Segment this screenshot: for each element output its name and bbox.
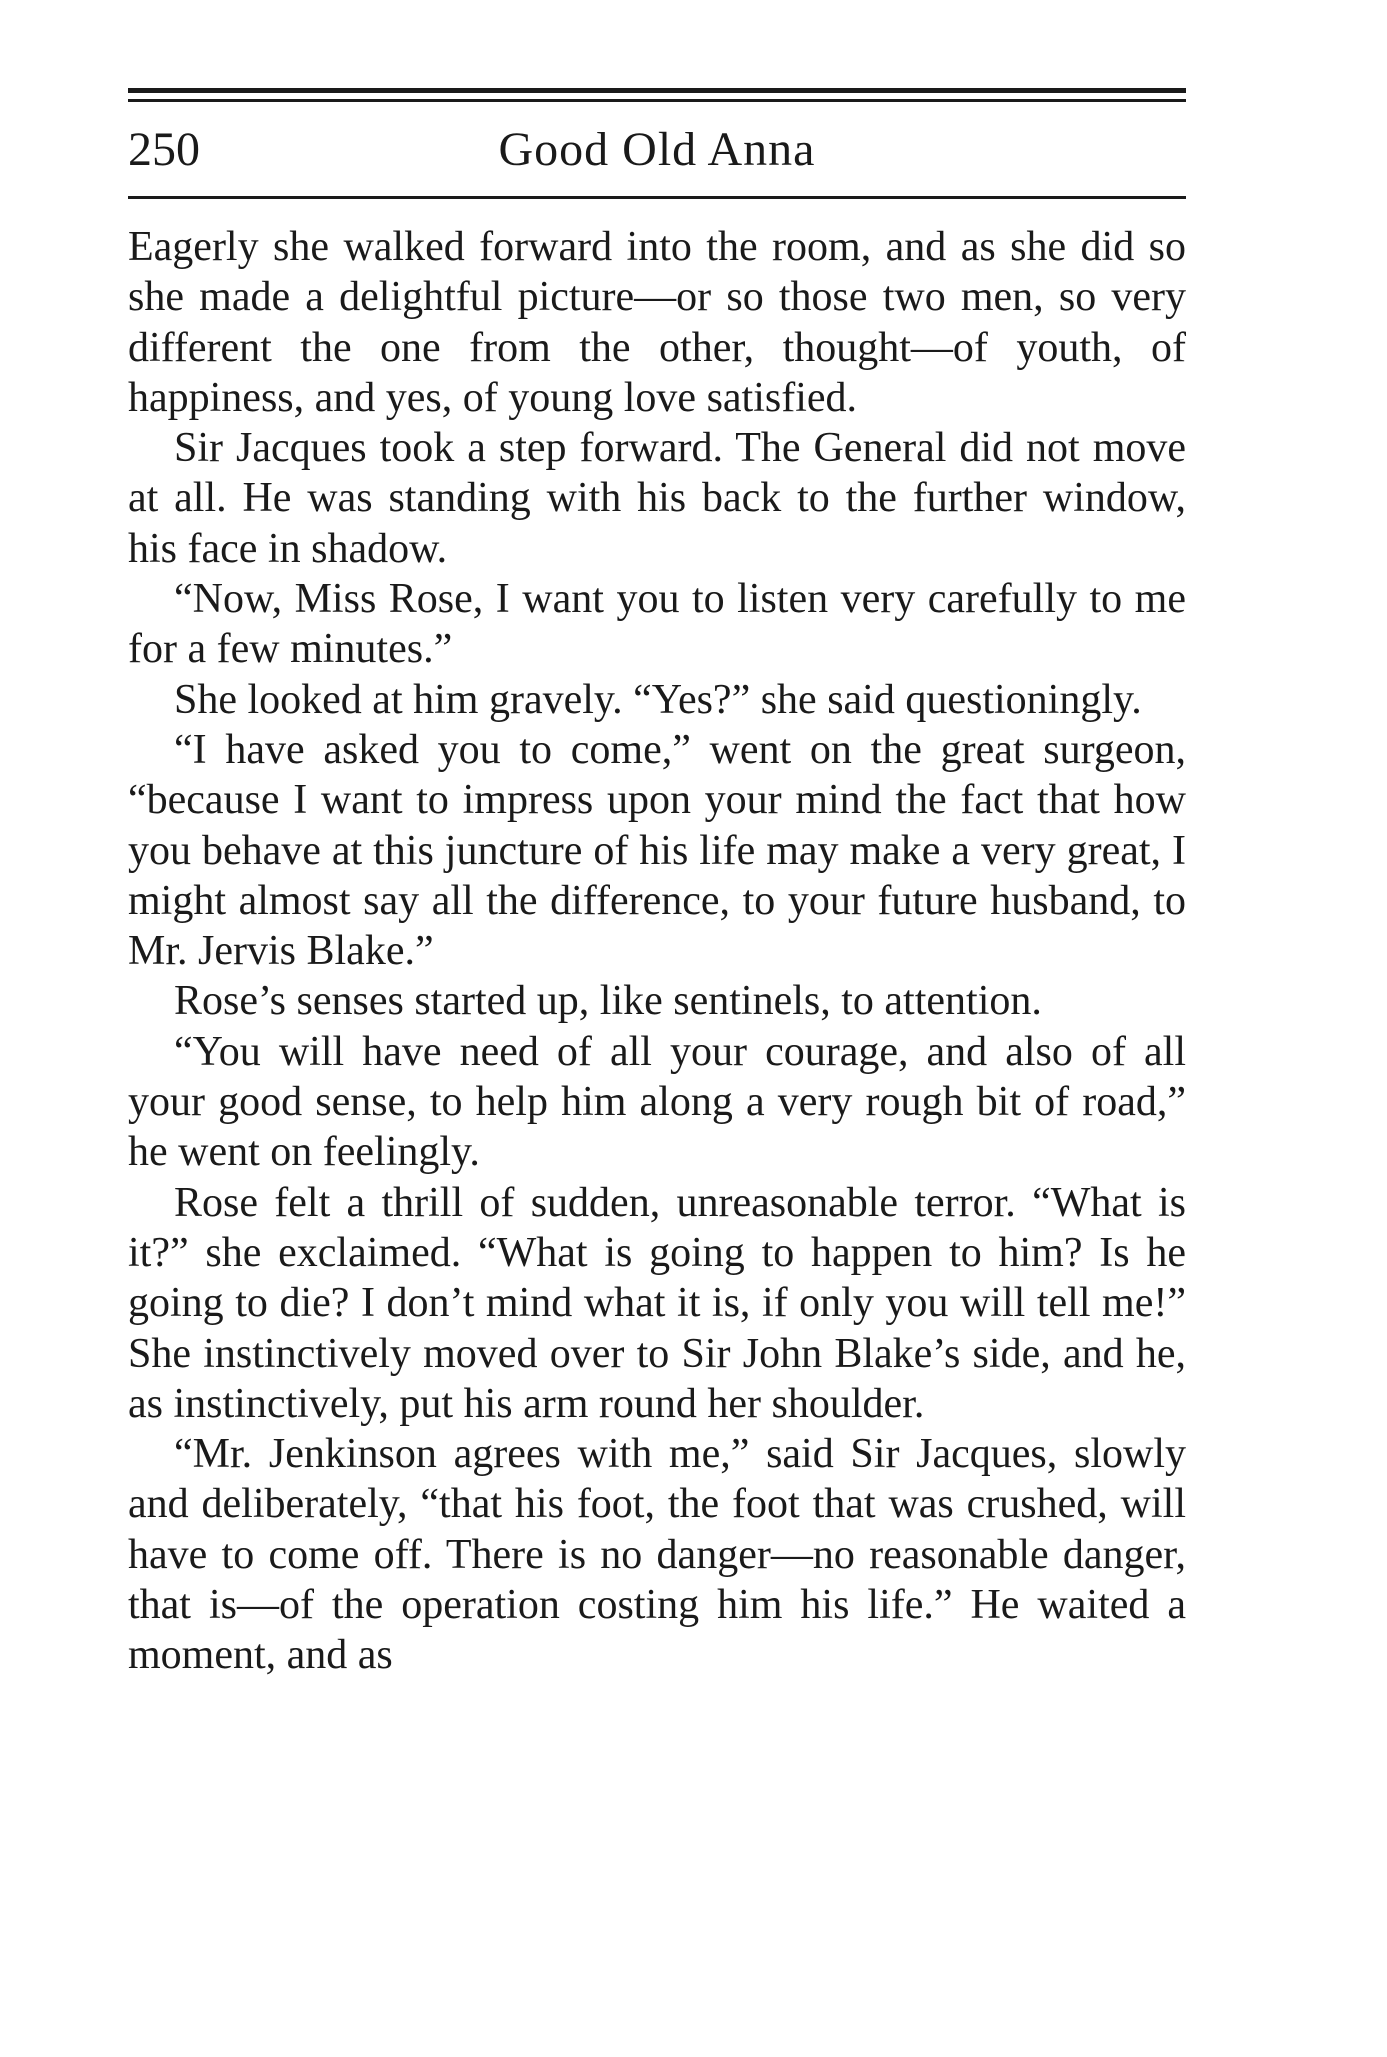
paragraph-1: Eagerly she walked forward into the room, and as she did so she made a delightful picture—or so those two men, so very different the one from the other, thought—of youth, of happiness, and yes, of young love satisfied. (128, 224, 1186, 421)
page-number: 250 (128, 123, 200, 176)
running-head (128, 120, 1186, 180)
paragraph-2: Sir Jacques took a step forward. The General did not move at all. He was standing with his back to the further window, his face in shadow. (128, 425, 1186, 572)
paragraph-9: “Mr. Jenkinson agrees with me,” said Sir Jacques, slowly and deliberately, “that his foot, the foot that was crushed, will have to come off. There is no danger—no reasonable danger, that is—of the operation costing him his life.” He waited a moment, and as (128, 1431, 1186, 1679)
header-rule-top-thin (128, 99, 1186, 102)
paragraph-7: “You will have need of all your courage, and also of all your good sense, to help him along a very rough bit of road,” he went on feelingly. (128, 1028, 1186, 1176)
paragraph-8: Rose felt a thrill of sudden, unreasonable terror. “What is it?” she exclaimed. “What is going to happen to him? Is he going to die? I don’t mind what it is, if only you will tell me!” She instinctively moved over to Sir John Blake’s side, and he, as instinctively, put his arm round her shoulder. (128, 1179, 1186, 1427)
paragraph-6: Rose’s senses started up, like sentinels, to attention. (174, 978, 1042, 1025)
header-rule-bottom (128, 196, 1186, 199)
header-rule-top (128, 88, 1186, 93)
paragraph-5: “I have asked you to come,” went on the great surgeon, “because I want to impress upon your mind the fact that how you behave at this juncture of his life may make a very great, I might almost say all the difference, to your future husband, to Mr. Jervis Blake.” (128, 726, 1186, 975)
page-text (128, 222, 1186, 1681)
paragraph-4: She looked at him gravely. “Yes?” she said questioningly. (174, 676, 1142, 723)
paragraph-3: “Now, Miss Rose, I want you to listen very carefully to me for a few minutes.” (128, 576, 1186, 673)
book-title: Good Old Anna (498, 123, 816, 176)
